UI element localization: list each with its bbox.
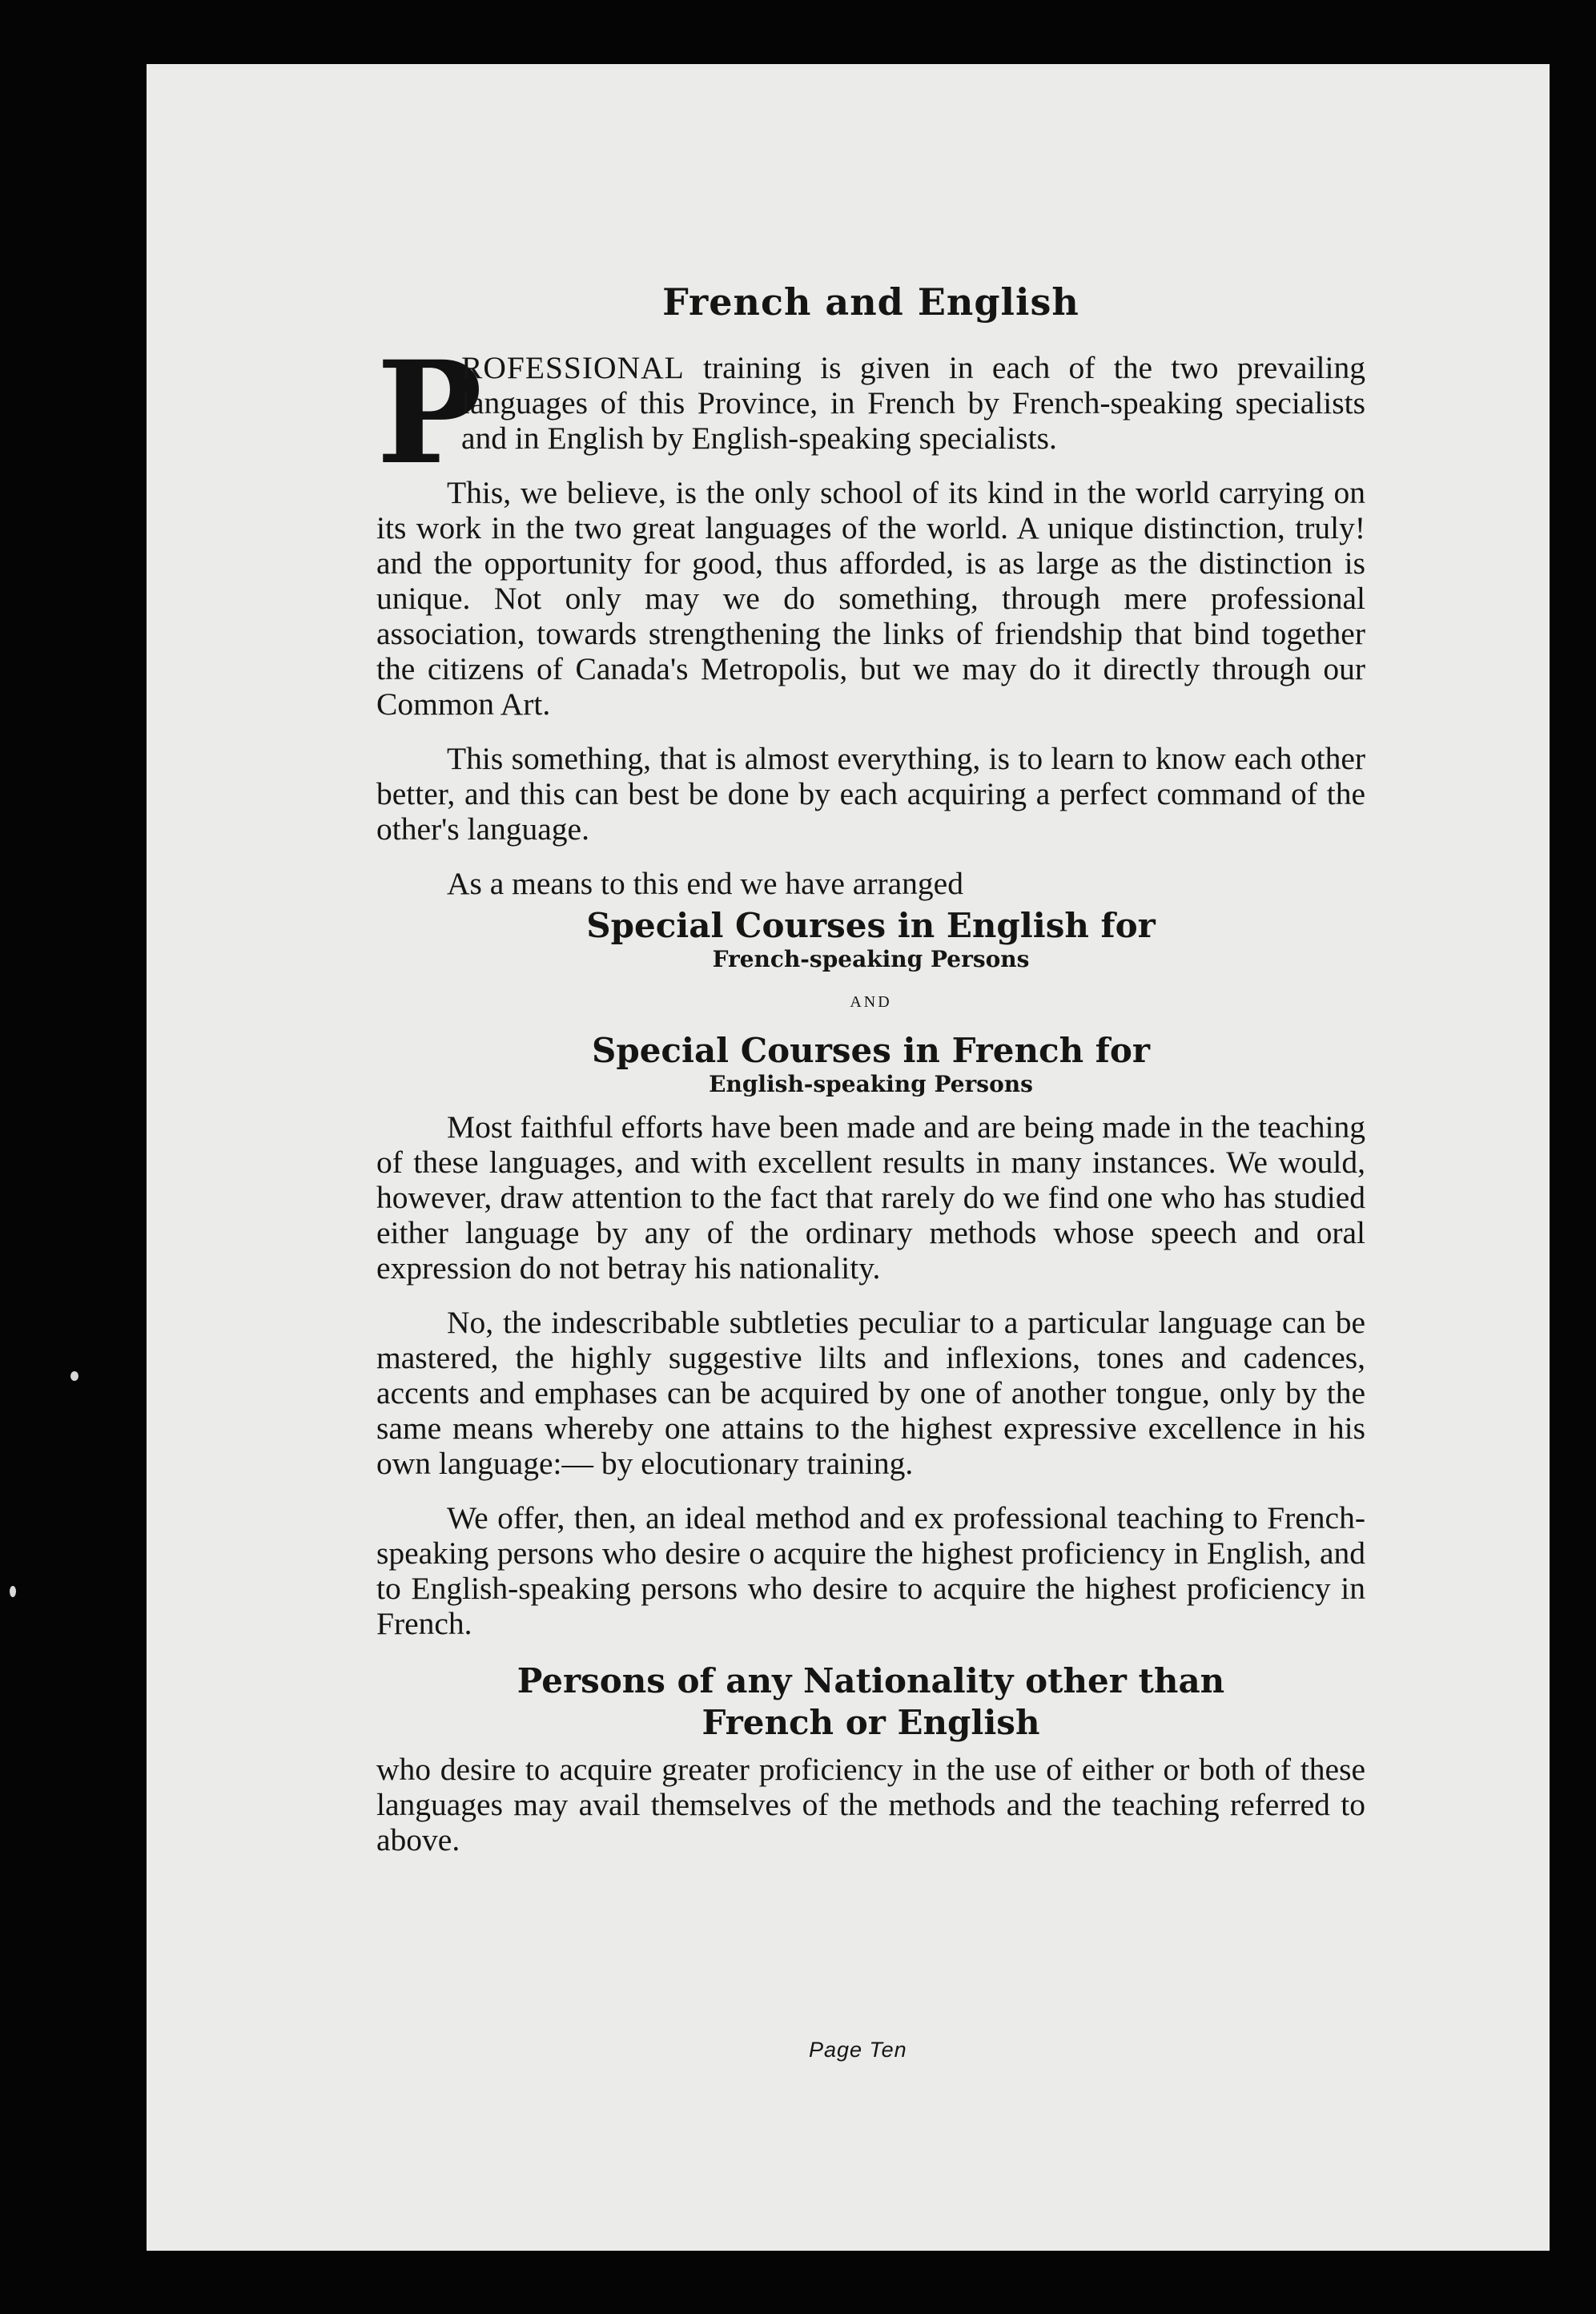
drop-cap: P bbox=[376, 330, 483, 496]
english-course-subheading: French-speaking Persons bbox=[712, 946, 1030, 972]
paragraph: No, the indescribable subtleties peculiar to a particular language can be mastered, the highly suggestive lilts and inflexions, tones and cadences, accents and emphases can be acquired by one of another tongue, only by the same means whereby one attains to the highest expressive excellence in his own language:— by elocutionary training. bbox=[376, 1305, 1365, 1481]
english-course-heading: Special Courses in English for bbox=[586, 906, 1156, 945]
paragraph: This, we believe, is the only school of its kind in the world carrying on its work in the two great languages of the world. A unique distinction, truly! and the opportunity for good, thus afforded, is as large as the distinction is unique. Not only may we do something, through mere professional association, towards strengthening the links of friendship that bind together the citizens of Canada's Metropolis, but we may do it directly through our Common Art. bbox=[376, 475, 1365, 722]
intro-text: training is given in each of the two prevailing languages of this Province, in French by French-speaking specialists and in English by English-speaking specialists. bbox=[461, 350, 1365, 456]
and-separator: AND bbox=[850, 993, 892, 1011]
paragraph: Most faithful efforts have been made and are being made in the teaching of these languages, and with excellent results in many instances. We would, however, draw attention to the fact that rarely do we find one who has studied either language by any of the ordinary methods whose speech and oral expression do not betray his nationality. bbox=[376, 1109, 1365, 1286]
page-title: French and English bbox=[662, 280, 1079, 324]
other-nationality-heading bbox=[376, 1660, 1365, 1744]
other-nationality-heading-line2: French or English bbox=[702, 1703, 1040, 1742]
other-nationality-heading-line1: Persons of any Nationality other than bbox=[517, 1661, 1225, 1700]
paragraph: As a means to this end we have arranged bbox=[447, 866, 963, 901]
other-nationality-text: who desire to acquire greater proficiency in the use of either or both of these languages may avail themselves of the methods and the teaching referred to above. bbox=[376, 1752, 1365, 1857]
paragraph: This something, that is almost everything, is to learn to know each other better, and this can best be done by each acquiring a perfect command of the other's language. bbox=[376, 741, 1365, 847]
article bbox=[376, 280, 1365, 1877]
scan-speck bbox=[10, 1586, 16, 1597]
page-number: Page Ten bbox=[809, 2038, 907, 2062]
paragraph: We offer, then, an ideal method and ex professional teaching to French-speaking persons who desire o acquire the highest proficiency in English, and to English-speaking persons who desire to acquire the highest proficiency in French. bbox=[376, 1500, 1365, 1641]
scan-speck bbox=[70, 1371, 78, 1381]
french-course-heading: Special Courses in French for bbox=[592, 1031, 1150, 1070]
french-course-subheading: English-speaking Persons bbox=[709, 1071, 1033, 1097]
intro-first-word: ROFESSIONAL bbox=[461, 350, 685, 385]
intro-paragraph bbox=[376, 330, 1365, 496]
